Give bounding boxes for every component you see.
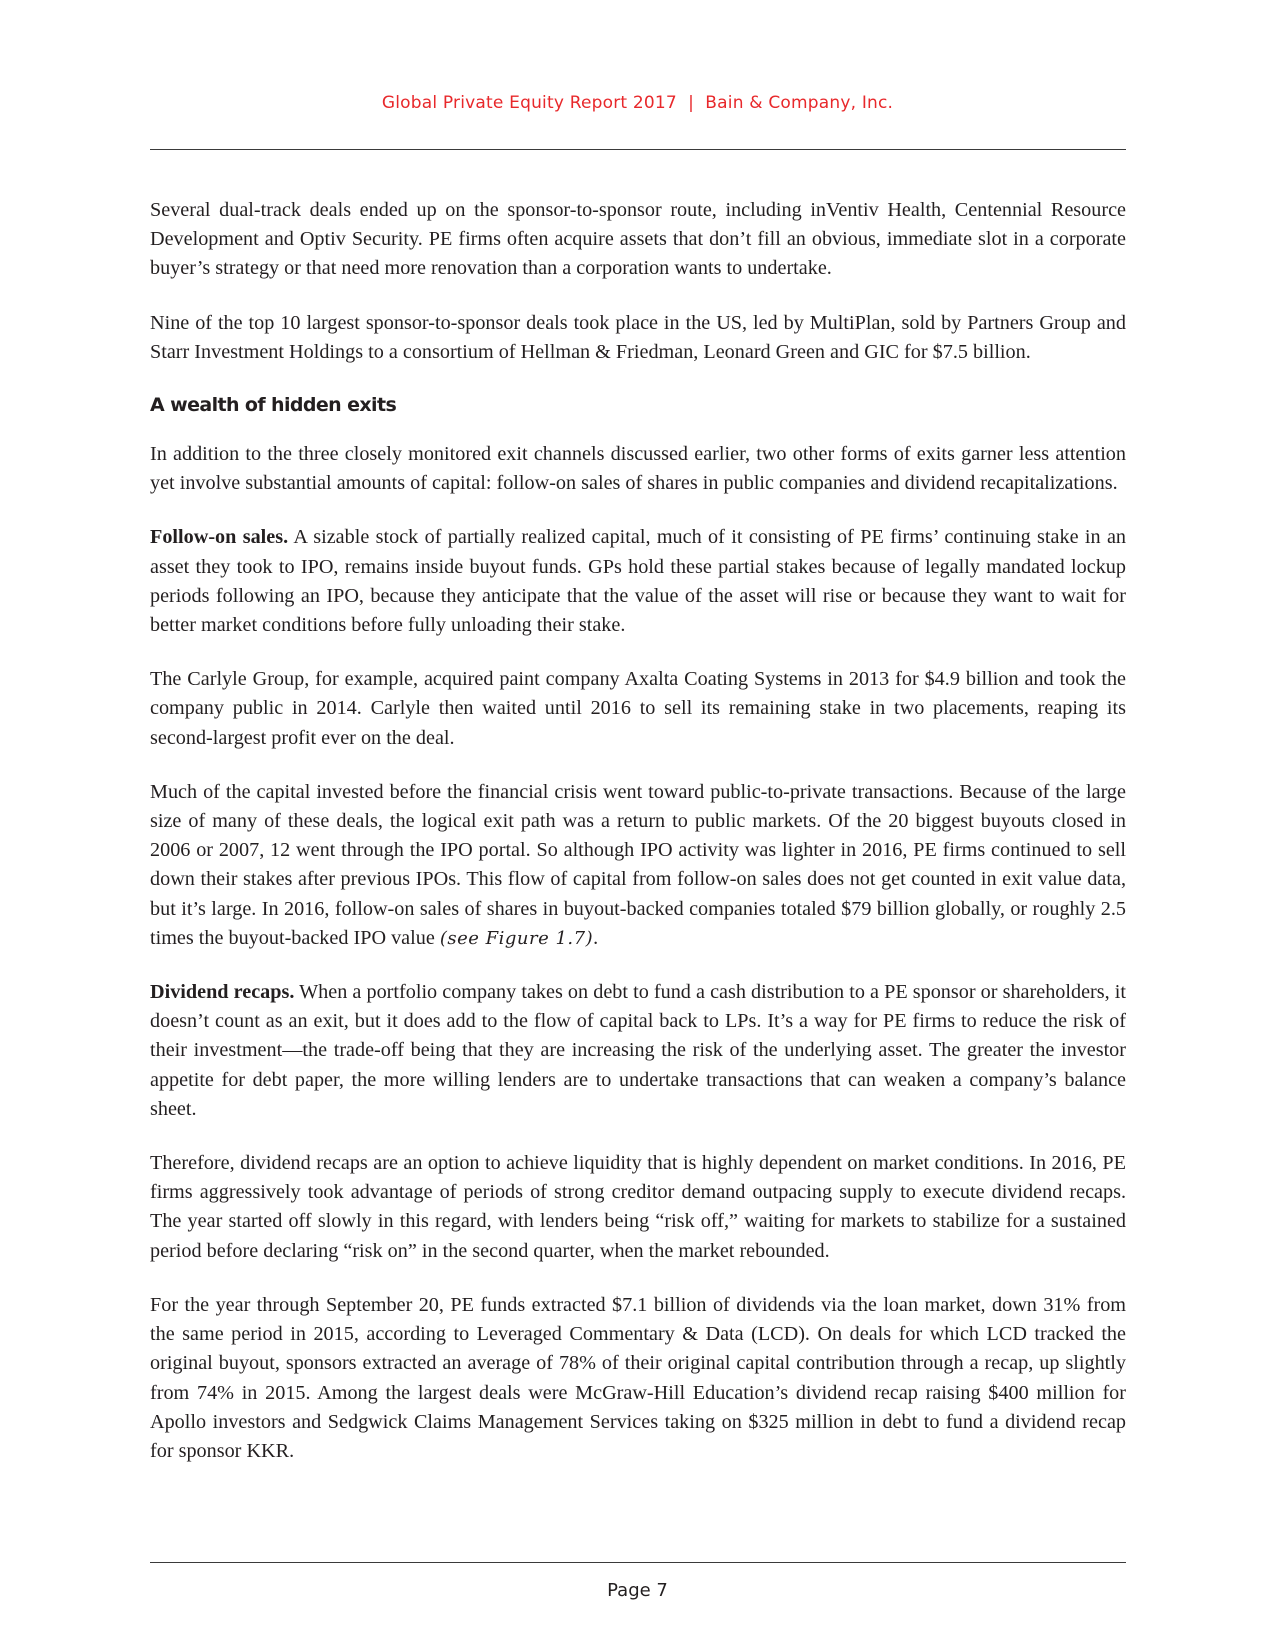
paragraph-year-through: For the year through September 20, PE funds extracted $7.1 billion of dividends via the loan market, down 31% from the same period in 2015, according to Leveraged Commentary & Data (LCD). On deals for which LCD tracked the original buyout, sponsors extracted an average of 78% of their original capital contribution through a recap, up slightly from 74% in 2015. Among the largest deals were McGraw-Hill Education’s dividend recap raising $400 million for Apollo investors and Sedgwick Claims Management Services taking on $325 million in debt to fund a dividend recap for sponsor KKR. <box>150 1293 1126 1462</box>
paragraph-dual-track: Several dual-track deals ended up on the sponsor-to-sponsor route, including inVentiv Health, Centennial Resource Development and Optiv Security. PE firms often acquire assets that don’t fill an obvious, immediate slot in a corporate buyer’s strategy or that need more renovation than a corporation wants to undertake. <box>150 199 1126 280</box>
company-name: Bain & Company, Inc. <box>705 93 894 113</box>
paragraph-exit-intro: In addition to the three closely monitored exit channels discussed earlier, two other forms of exits garner less attention yet involve substantial amounts of capital: follow-on sales of shares in public companies and dividend recapitalizations. <box>150 443 1126 495</box>
paragraph-follow-on-sales <box>150 523 1126 640</box>
paragraph-therefore: Therefore, dividend recaps are an option to achieve liquidity that is highly dependent on market conditions. In 2016, PE firms aggressively took advantage of periods of strong creditor demand outpacing supply to execute dividend recaps. The year started off slowly in this regard, with lenders being “risk off,” waiting for markets to stabilize for a sustained period before declaring “risk on” in the second quarter, when the market rebounded. <box>150 1152 1126 1262</box>
body-text <box>150 196 1126 1491</box>
paragraph-carlyle: The Carlyle Group, for example, acquired paint company Axalta Coating Systems in 2013 for $4.9 billion and took the company public in 2014. Carlyle then waited until 2016 to sell its remaining stake in two placements, reaping its second-largest profit ever on the deal. <box>150 668 1126 749</box>
running-header <box>0 93 1275 113</box>
follow-on-text: A sizable stock of partially realized capital, much of it consisting of PE firms’ continuing stake in an asset they took to IPO, remains inside buyout funds. GPs hold these partial stakes because of legally mandated lockup periods following an IPO, because they anticipate that the value of the asset will rise or because they want to wait for better market conditions before fully unloading their stake. <box>150 526 1127 637</box>
footer-rule <box>150 1562 1126 1563</box>
page-number: Page 7 <box>607 1580 668 1601</box>
section-heading: A wealth of hidden exits <box>150 394 397 417</box>
report-title: Global Private Equity Report 2017 <box>381 93 677 113</box>
header-separator: | <box>688 93 695 113</box>
paragraph-capital <box>150 778 1126 953</box>
capital-text: Much of the capital invested before the financial crisis went toward public-to-private transactions. Because of the large size of many of these deals, the logical exit path was a return to public markets. Of the 20 biggest buyouts closed in 2006 or 2007, 12 went through the IPO portal. So although IPO activity was lighter in 2016, PE firms continued to sell down their stakes after previous IPOs. This flow of capital from follow-on sales does not get counted in exit value data, but it’s large. In 2016, follow-on sales of shares in buyout-backed companies totaled $79 billion globally, or roughly 2.5 times the buyout-backed IPO value <box>150 780 1126 949</box>
paragraph-sponsor-deals: Nine of the top 10 largest sponsor-to-sponsor deals took place in the US, led by MultiPlan, sold by Partners Group and Starr Investment Holdings to a consortium of Hellman & Friedman, Leonard Green and GIC for $7.5 billion. <box>150 311 1126 363</box>
figure-reference: (see Figure 1.7) <box>439 927 594 949</box>
follow-on-label: Follow-on sales. <box>150 526 289 549</box>
paragraph-dividend-recaps <box>150 978 1126 1124</box>
dividend-label: Dividend recaps. <box>150 981 295 1004</box>
dividend-text: When a portfolio company takes on debt to fund a cash distribution to a PE sponsor or shareholders, it doesn’t count as an exit, but it does add to the flow of capital back to LPs. It’s a way for PE firms to reduce the risk of their investment—the trade-off being that they are increasing the risk of the underlying asset. The greater the investor appetite for debt paper, the more willing lenders are to undertake transactions that can weaken a company’s balance sheet. <box>150 981 1126 1120</box>
header-rule <box>150 149 1126 150</box>
capital-end: . <box>593 926 599 949</box>
